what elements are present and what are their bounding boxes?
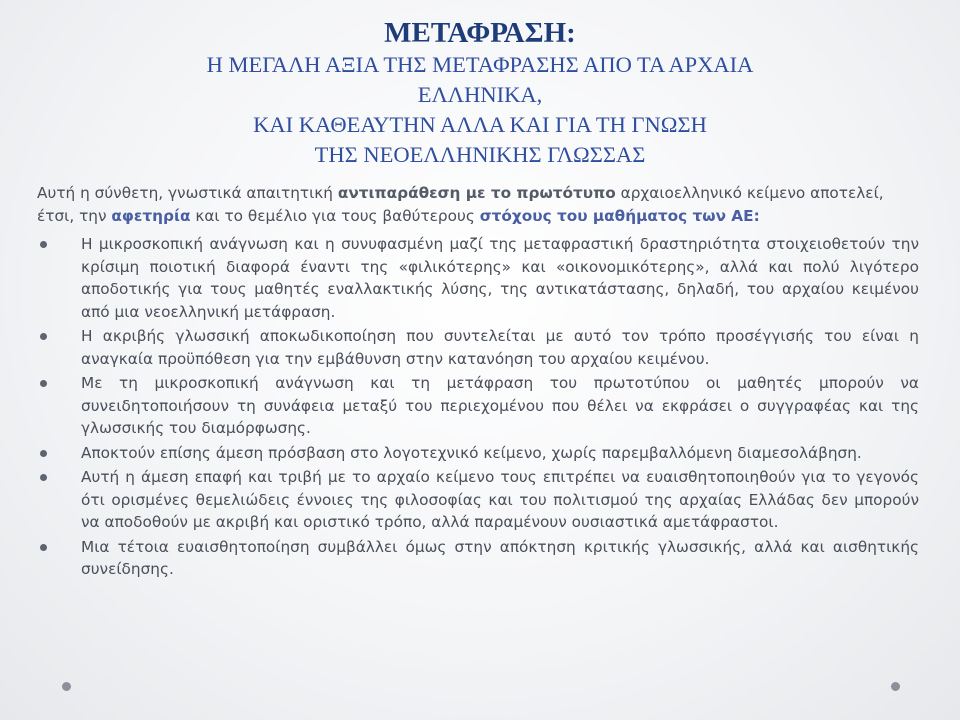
bullet-dot-icon bbox=[40, 380, 47, 387]
title-block bbox=[40, 16, 920, 170]
prev-slide-dot-icon[interactable] bbox=[62, 682, 71, 691]
bullet-dot-icon bbox=[40, 333, 47, 340]
bullet-dot-icon bbox=[40, 474, 47, 481]
intro-text-3: και το θεμέλιο για τους βαθύτερους bbox=[190, 206, 480, 225]
subtitle-line-4: ΤΗΣ ΝΕΟΕΛΛΗΝΙΚΗΣ ΓΛΩΣΣΑΣ bbox=[314, 142, 646, 167]
bullet-item bbox=[37, 325, 919, 370]
intro-highlight-1: αντιπαράθεση με το πρωτότυπο bbox=[337, 184, 616, 202]
intro-text-1: Αυτή η σύνθετη, γνωστικά απαιτητική bbox=[37, 184, 338, 202]
bullet-text: Η ακριβής γλωσσική αποκωδικοποίηση που συντελείται με αυτό τον τρόπο προσέγγισής του είναι η αναγκαία προϋπόθεση για την εμβάθυνση στην κατανόηση του αρχαίου κειμένου. bbox=[81, 327, 919, 368]
bullet-list bbox=[37, 233, 919, 581]
bullet-text: Με τη μικροσκοπική ανάγνωση και τη μετάφραση του πρωτοτύπου οι μαθητές μπορούν να συνειδητοποιήσουν τη συνάφεια μεταξύ του περιεχομένου που θέλει να εκφράσει ο συγγραφέας και της γλωσσικής του διαμόρφωσης. bbox=[81, 374, 919, 437]
intro-paragraph bbox=[37, 182, 919, 227]
bullet-dot-icon bbox=[40, 241, 47, 248]
intro-highlight-2: αφετηρία bbox=[111, 206, 191, 225]
bullet-item bbox=[37, 536, 919, 581]
intro-highlight-3: στόχους του μαθήματος των ΑΕ: bbox=[479, 206, 760, 225]
bullet-item bbox=[37, 466, 919, 534]
bullet-text: Αποκτούν επίσης άμεση πρόσβαση στο λογοτεχνικό κείμενο, χωρίς παρεμβαλλόμενη διαμεσολάβηση. bbox=[81, 443, 862, 462]
subtitle-line-3: ΚΑΙ ΚΑΘΕΑΥΤΗΝ ΑΛΛΑ ΚΑΙ ΓΙΑ ΤΗ ΓΝΩΣΗ bbox=[253, 112, 707, 137]
body-text bbox=[37, 182, 919, 583]
subtitle-line-1: Η ΜΕΓΑΛΗ ΑΞΙΑ ΤΗΣ ΜΕΤΑΦΡΑΣΗΣ ΑΠΟ ΤΑ ΑΡΧΑΙΑ bbox=[206, 52, 754, 77]
intro-text-2: αρχαιοελληνικό κείμενο αποτελεί, έτσι, την bbox=[37, 184, 884, 225]
bullet-text: Αυτή η άμεση επαφή και τριβή με το αρχαίο κείμενο τους επιτρέπει να ευαισθητοποιηθούν για το γεγονός ότι ορισμένες θεμελιώδεις έννοιες της φιλοσοφίας και του πολιτισμού της αρχαίας Ελλάδας δεν μπορούν να αποδοθούν με ακριβή και οριστικό τρόπο, αλλά παραμένουν ουσιαστικά αμετάφραστοι. bbox=[81, 468, 919, 531]
bullet-text: Η μικροσκοπική ανάγνωση και η συνυφασμένη μαζί της μεταφραστική δραστηριότητα στοιχειοθετούν την κρίσιμη ποιοτική διαφορά έναντι της «φιλικότερης» και «οικονομικότερης», αλλά και πολύ λιγότερο αποδοτικής για τους μαθητές εναλλακτικής λύσης, της αντικατάστασης, δηλαδή, του αρχαίου κειμένου από μια νεοελληνική μετάφραση. bbox=[81, 235, 919, 321]
bullet-text: Μια τέτοια ευαισθητοποίηση συμβάλλει όμως στην απόκτηση κριτικής γλωσσικής, αλλά και αισθητικής συνείδησης. bbox=[81, 537, 919, 578]
page-title: ΜΕΤΑΦΡΑΣΗ: bbox=[384, 17, 576, 49]
bullet-dot-icon bbox=[40, 450, 47, 457]
bullet-dot-icon bbox=[40, 544, 47, 551]
subtitle-line-2: ΕΛΛΗΝΙΚΑ, bbox=[417, 82, 543, 107]
next-slide-dot-icon[interactable] bbox=[891, 682, 900, 691]
bullet-item bbox=[37, 372, 919, 440]
bullet-item bbox=[37, 233, 919, 323]
bullet-item bbox=[37, 442, 919, 465]
